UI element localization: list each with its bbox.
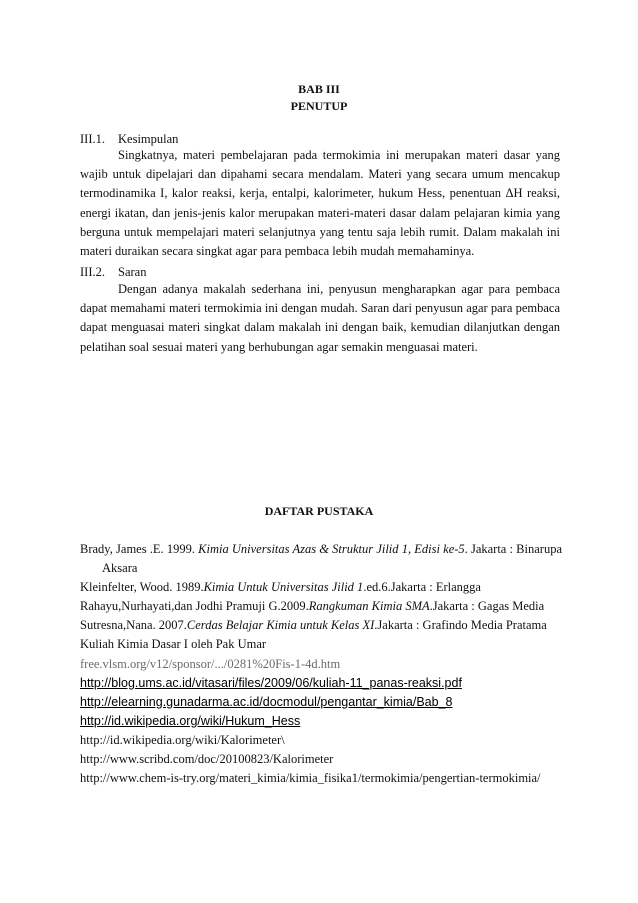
section-heading-saran <box>80 264 146 280</box>
bibliography-title: DAFTAR PUSTAKA <box>264 504 374 518</box>
section-number: III.2. <box>80 265 105 279</box>
reference-link[interactable]: http://elearning.gunadarma.ac.id/docmodul/pengantar_kimia/Bab_8 <box>80 694 453 709</box>
saran-paragraph: Dengan adanya makalah sederhana ini, penyusun mengharapkan agar para pembaca dapat memahami materi termokimia ini dengan mudah. Saran dari penyusun agar para pembaca dapat menguasai materi singkat dalam makalah ini dengan baik, kemudian dilanjutkan dengan pelatihan soal sesuai materi yang berhubungan agar semakin menguasai materi. <box>80 282 560 354</box>
reference-item: Kuliah Kimia Dasar I oleh Pak Umar <box>80 637 267 652</box>
reference-item: Kleinfelter, Wood. 1989.Kimia Untuk Universitas Jilid 1.ed.6.Jakarta : Erlangga <box>80 580 481 595</box>
reference-link[interactable]: http://blog.ums.ac.id/vitasari/files/2009/06/kuliah-11_panas-reaksi.pdf <box>80 675 462 690</box>
reference-item: Rahayu,Nurhayati,dan Jodhi Pramuji G.2009.Rangkuman Kimia SMA.Jakarta : Gagas Media <box>80 599 545 614</box>
reference-list <box>80 540 562 788</box>
section-title: Saran <box>118 265 147 279</box>
reference-url: http://www.scribd.com/doc/20100823/Kalorimeter <box>80 752 334 767</box>
kesimpulan-paragraph: Singkatnya, materi pembelajaran pada termokimia ini merupakan materi dasar yang wajib untuk dipelajari dan dipahami secara mendalam. Materi yang secara umum mencakup termodinamika I, kalor reaksi, kerja, entalpi, kalorimeter, hukum Hess, penentuan ΔH reaksi, energi ikatan, dan jenis-jenis kalor merupakan materi-materi dasar dalam pelajaran kimia yang berguna untuk mempelajari materi selanjutnya yang tentu saja lebih rumit. Dalam makalah ini materi duraikan secara singkat agar para pembaca lebih mudah memahaminya. <box>80 148 560 259</box>
reference-url: free.vlsm.org/v12/sponsor/.../0281%20Fis-1-4d.htm <box>80 656 341 671</box>
section-heading-kesimpulan <box>80 131 178 147</box>
reference-url: http://www.chem-is-try.org/materi_kimia/kimia_fisika1/termokimia/pengertian-termokimia/ <box>80 771 541 786</box>
reference-item: Brady, James .E. 1999. Kimia Universitas Azas & Struktur Jilid 1, Edisi ke-5. Jakarta : BinarupaAksara <box>80 542 563 576</box>
section-title: Kesimpulan <box>118 132 179 146</box>
reference-url: http://id.wikipedia.org/wiki/Kalorimeter\ <box>80 732 285 747</box>
section-number: III.1. <box>80 132 105 146</box>
reference-item: Sutresna,Nana. 2007.Cerdas Belajar Kimia untuk Kelas XI.Jakarta : Grafindo Media Pratama <box>80 618 547 633</box>
reference-link[interactable]: http://id.wikipedia.org/wiki/Hukum_Hess <box>80 713 301 728</box>
chapter-title: PENUTUP <box>290 99 348 113</box>
chapter-number: BAB III <box>298 82 340 96</box>
